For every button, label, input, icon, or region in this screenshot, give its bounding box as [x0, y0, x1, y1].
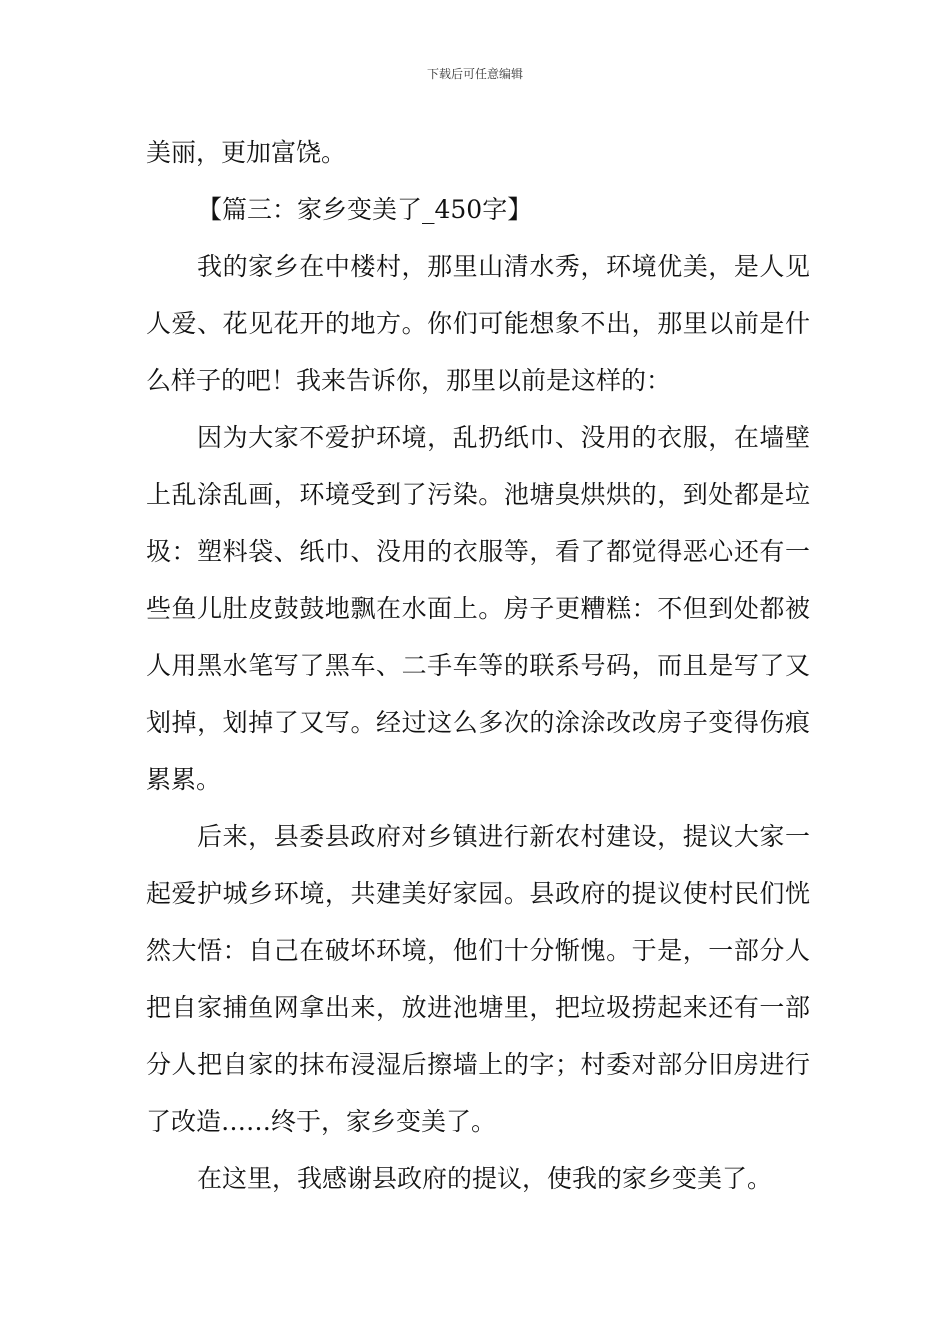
paragraph-3: 后来，县委县政府对乡镇进行新农村建设，提议大家一起爱护城乡环境，共建美好家园。县政府的提议使村民们恍然大悟：自己在破坏环境，他们十分惭愧。于是，一部分人把自家捕鱼网拿出来，放进池塘里，把垃圾捞起来还有一部分人把自家的抹布浸湿后擦墙上的字；村委对部分旧房进行了改造……终于，家乡变美了。 — [146, 822, 810, 1136]
paragraph-4: 在这里，我感谢县政府的提议，使我的家乡变美了。 — [197, 1164, 773, 1193]
paragraph-2: 因为大家不爱护环境，乱扔纸巾、没用的衣服，在墙壁上乱涂乱画，环境受到了污染。池塘臭烘烘的，到处都是垃圾：塑料袋、纸巾、没用的衣服等，看了都觉得恶心还有一些鱼儿肚皮鼓鼓地飘在水面上。房子更糟糕：不但到处都被人用黑水笔写了黑车、二手车等的联系号码，而且是写了又划掉，划掉了又写。经过这么多次的涂涂改改房子变得伤痕累累。 — [146, 423, 810, 794]
paragraph-1: 我的家乡在中楼村，那里山清水秀，环境优美，是人见人爱、花见花开的地方。你们可能想象不出，那里以前是什么样子的吧！我来告诉你，那里以前是这样的： — [146, 252, 810, 395]
section-title: 【篇三：家乡变美了_450字】 — [197, 195, 533, 224]
continuation-text: 美丽，更加富饶。 — [146, 138, 347, 167]
header-note: 下载后可任意编辑 — [426, 67, 523, 81]
document-body — [146, 124, 810, 1207]
